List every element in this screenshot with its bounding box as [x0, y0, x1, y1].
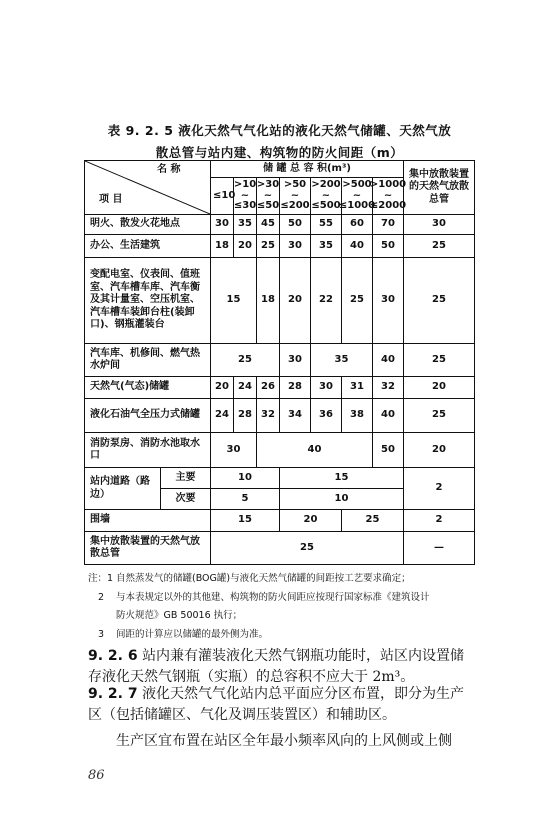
- row-sublabel-main: 主要: [161, 468, 211, 489]
- table-cell: 32: [257, 399, 280, 433]
- header-col-6: >500 ~ ≤1000: [342, 178, 373, 215]
- table-row: [85, 399, 475, 433]
- table-cell: 30: [373, 258, 404, 344]
- table-cell: 24: [234, 377, 257, 399]
- header-col-1: ≤10: [211, 178, 234, 215]
- note-3-key: 3: [97, 628, 104, 640]
- clause-9-2-7: [88, 684, 478, 726]
- row-label: 天然气(气态)储罐: [85, 377, 211, 399]
- table-cell: 20: [280, 258, 311, 344]
- table-cell: 15: [211, 258, 257, 344]
- table-cell: 25: [342, 510, 404, 532]
- table-cell: 25: [404, 258, 475, 344]
- table-cell: 30: [280, 235, 311, 258]
- table-cell: 25: [404, 399, 475, 433]
- table-cell: 18: [211, 235, 234, 258]
- table-cell: 20: [280, 510, 342, 532]
- table-cell: 20: [404, 377, 475, 399]
- table-cell: 15: [280, 468, 404, 489]
- table-cell: 40: [373, 399, 404, 433]
- table-cell: 10: [280, 489, 404, 510]
- table-cell: 40: [342, 235, 373, 258]
- table-cell: 40: [373, 344, 404, 377]
- table-cell: 18: [257, 258, 280, 344]
- table-notes: [88, 570, 430, 644]
- table-row: [85, 344, 475, 377]
- header-last-col: 集中放散装置的天然气放散总管: [404, 161, 475, 215]
- table-cell: 2: [404, 510, 475, 532]
- table-title-line2: 散总管与站内建、构筑物的防火间距（m）: [155, 145, 404, 160]
- table-cell: 2: [404, 468, 475, 510]
- table-cell: 15: [211, 510, 280, 532]
- table-row: [85, 215, 475, 235]
- table-row: [85, 510, 475, 532]
- note-1-text: 自然蒸发气的储罐(BOG罐)与液化天然气储罐的间距按工艺要求确定；: [116, 573, 411, 584]
- table-cell: 30: [404, 215, 475, 235]
- table-cell: 38: [342, 399, 373, 433]
- table-cell: 24: [211, 399, 234, 433]
- table-cell: —: [404, 532, 475, 565]
- table-row: [85, 377, 475, 399]
- table-cell: 70: [373, 215, 404, 235]
- table-cell: 25: [404, 344, 475, 377]
- table-row: [85, 468, 475, 489]
- table-cell: 34: [280, 399, 311, 433]
- table-cell: 50: [373, 433, 404, 468]
- table-cell: 30: [211, 215, 234, 235]
- clause-number: 9. 2. 6: [88, 648, 138, 664]
- header-col-7: >1000 ~ ≤2000: [373, 178, 404, 215]
- table-cell: 55: [311, 215, 342, 235]
- clause-number: 9. 2. 7: [88, 686, 138, 702]
- header-diagonal-line: [85, 161, 210, 214]
- table-cell: 25: [404, 235, 475, 258]
- row-sublabel-secondary: 次要: [161, 489, 211, 510]
- header-col-2: >10 ~ ≤30: [234, 178, 257, 215]
- table-cell: 35: [234, 215, 257, 235]
- table-cell: 45: [257, 215, 280, 235]
- row-label: 消防泵房、消防水池取水口: [85, 433, 211, 468]
- table-cell: 5: [211, 489, 280, 510]
- header-corner-cell: [85, 161, 211, 215]
- table-cell: 36: [311, 399, 342, 433]
- note-3-text: 间距的计算应以储罐的最外侧为准。: [116, 628, 269, 640]
- table-cell: 26: [257, 377, 280, 399]
- note-3: [88, 626, 430, 645]
- row-label: 变配电室、仪表间、值班室、汽车槽车库、汽车衡及其计量室、空压机室、汽车槽车装卸台柱(装卸口)、钢瓶灌装台: [85, 258, 211, 344]
- table-cell: 35: [311, 344, 373, 377]
- note-1: [88, 570, 430, 589]
- table-row: [85, 235, 475, 258]
- table-row: [85, 258, 475, 344]
- table-cell: 28: [234, 399, 257, 433]
- clause-text: 液化天然气气化站内总平面应分区布置，即分为生产区（包括储罐区、气化及调压装置区）和辅助区。: [88, 686, 465, 723]
- table-cell: 30: [211, 433, 257, 468]
- row-label: 办公、生活建筑: [85, 235, 211, 258]
- table-cell: 60: [342, 215, 373, 235]
- table-cell: 22: [311, 258, 342, 344]
- note-2-key: 2: [97, 591, 104, 603]
- table-cell: 50: [280, 215, 311, 235]
- note-2: [88, 589, 430, 608]
- page-number: 86: [88, 768, 105, 783]
- header-col-4: >50 ~ ≤200: [280, 178, 311, 215]
- row-label: 站内道路（路边）: [85, 468, 161, 510]
- table-cell: 25: [211, 344, 280, 377]
- spacing-table: [84, 160, 475, 565]
- table-cell: 10: [211, 468, 280, 489]
- header-col-3: >30 ~ ≤50: [257, 178, 280, 215]
- note-2-text-b: 防火规范》GB 50016 执行；: [116, 610, 243, 621]
- header-col-5: >200 ~ ≤500: [311, 178, 342, 215]
- table-cell: 20: [211, 377, 234, 399]
- table-cell: 25: [342, 258, 373, 344]
- header-name-label: 名 称: [157, 164, 181, 175]
- clause-9-2-6: [88, 646, 478, 688]
- table-cell: 32: [373, 377, 404, 399]
- row-label: 围墙: [85, 510, 211, 532]
- body-paragraph: 生产区宜布置在站区全年最小频率风向的上风侧或上侧: [116, 733, 452, 749]
- table-cell: 25: [211, 532, 404, 565]
- table-cell: 50: [373, 235, 404, 258]
- table-cell: 35: [311, 235, 342, 258]
- header-capacity: 储 罐 总 容 积(m³): [211, 161, 404, 178]
- table-cell: 25: [257, 235, 280, 258]
- table-cell: 40: [257, 433, 373, 468]
- table-row: [85, 433, 475, 468]
- table-row: [85, 532, 475, 565]
- table-cell: 28: [280, 377, 311, 399]
- table-cell: 31: [342, 377, 373, 399]
- table-cell: 20: [404, 433, 475, 468]
- table-cell: 30: [311, 377, 342, 399]
- note-head: 注：1: [88, 573, 114, 584]
- clause-text: 站内兼有灌装液化天然气钢瓶功能时，站区内设置储存液化天然气钢瓶（实瓶）的总容积不应大于 2m³。: [88, 648, 465, 685]
- table-cell: 20: [234, 235, 257, 258]
- row-label: 汽车库、机修间、燃气热水炉间: [85, 344, 211, 377]
- row-label: 液化石油气全压力式储罐: [85, 399, 211, 433]
- header-item-label: 项 目: [99, 193, 123, 205]
- table-title-line1: 表 9. 2. 5 液化天然气气化站的液化天然气储罐、天然气放: [107, 123, 452, 138]
- row-label: 明火、散发火花地点: [85, 215, 211, 235]
- row-label: 集中放散装置的天然气放散总管: [85, 532, 211, 565]
- table-cell: 30: [280, 344, 311, 377]
- note-2-text-a: 与本表规定以外的其他建、构筑物的防火间距应按现行国家标准《建筑设计: [116, 591, 430, 603]
